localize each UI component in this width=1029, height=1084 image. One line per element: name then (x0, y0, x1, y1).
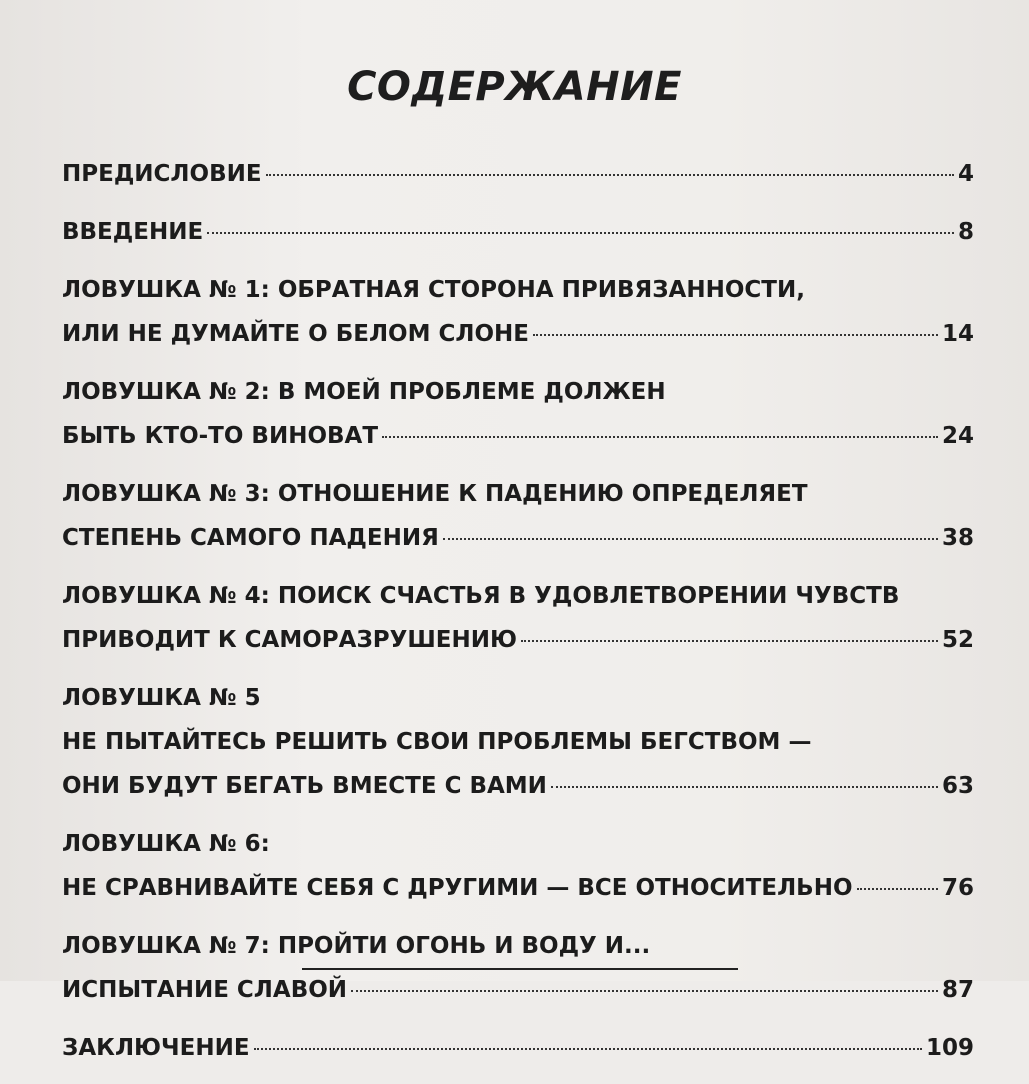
footnote-divider (302, 968, 738, 970)
dot-leader (443, 538, 938, 540)
toc-page-number: 63 (941, 773, 974, 799)
dot-leader (857, 888, 938, 890)
toc-entry-line: ОНИ БУДУТ БЕГАТЬ ВМЕСТЕ С ВАМИ (62, 773, 547, 799)
dot-leader (382, 436, 938, 438)
toc-page-number: 8 (957, 219, 974, 245)
toc-entry-line: ЛОВУШКА № 5 (62, 685, 261, 711)
dot-leader (207, 232, 954, 234)
toc-page-number: 38 (941, 525, 974, 551)
toc-entry-row (62, 1026, 974, 1070)
toc-entry (62, 268, 974, 356)
toc-page-number: 24 (941, 423, 974, 449)
toc-entry-line: ИСПЫТАНИЕ СЛАВОЙ (62, 977, 348, 1003)
toc-entry-row (62, 968, 974, 1012)
toc-entry (62, 210, 974, 254)
toc-entry-row (62, 414, 974, 458)
toc-entry-line: ИЛИ НЕ ДУМАЙТЕ О БЕЛОМ СЛОНЕ (62, 321, 529, 347)
toc-page-number: 4 (957, 161, 974, 187)
dot-leader (351, 990, 938, 992)
toc-entry (62, 1026, 974, 1070)
toc-entry-line: ЛОВУШКА № 4: ПОИСК СЧАСТЬЯ В УДОВЛЕТВОРЕНИИ ЧУВСТВ (62, 583, 900, 609)
toc-page-number: 76 (941, 875, 974, 901)
dot-leader (254, 1048, 922, 1050)
toc-entry (62, 472, 974, 560)
toc-entry (62, 370, 974, 458)
toc-entry-row (62, 618, 974, 662)
toc-page-number: 109 (925, 1035, 974, 1061)
toc-page-number: 14 (941, 321, 974, 347)
toc-entry-line: ЛОВУШКА № 3: ОТНОШЕНИЕ К ПАДЕНИЮ ОПРЕДЕЛЯЕТ (62, 481, 808, 507)
toc-entry-row (62, 210, 974, 254)
toc-entry-line: НЕ СРАВНИВАЙТЕ СЕБЯ С ДРУГИМИ — ВСЕ ОТНОСИТЕЛЬНО (62, 875, 853, 901)
dot-leader (521, 640, 938, 642)
toc-entry-line: НЕ ПЫТАЙТЕСЬ РЕШИТЬ СВОИ ПРОБЛЕМЫ БЕГСТВОМ — (62, 729, 812, 755)
toc-entry-line: СТЕПЕНЬ САМОГО ПАДЕНИЯ (62, 525, 439, 551)
toc-entry-line: ЛОВУШКА № 2: В МОЕЙ ПРОБЛЕМЕ ДОЛЖЕН (62, 379, 666, 405)
toc-entry-row (62, 866, 974, 910)
toc-entry-line: ПРЕДИСЛОВИЕ (62, 161, 262, 187)
toc-entry-row (62, 764, 974, 808)
dot-leader (551, 786, 938, 788)
toc-entry-line: ПРИВОДИТ К САМОРАЗРУШЕНИЮ (62, 627, 518, 653)
toc-page-number: 52 (941, 627, 974, 653)
dot-leader (266, 174, 954, 176)
toc-entry-line: ЛОВУШКА № 7: ПРОЙТИ ОГОНЬ И ВОДУ И... (62, 933, 651, 959)
toc-entry-line: ЛОВУШКА № 6: (62, 831, 270, 857)
toc-entry-row (62, 516, 974, 560)
toc-entry-row (62, 312, 974, 356)
toc-entry-line: БЫТЬ КТО-ТО ВИНОВАТ (62, 423, 379, 449)
toc-entry-line: ВВЕДЕНИЕ (62, 219, 204, 245)
toc-entry (62, 574, 974, 662)
toc-entry (62, 152, 974, 196)
dot-leader (533, 334, 938, 336)
toc-page-number: 87 (941, 977, 974, 1003)
toc-entry-line: ЛОВУШКА № 1: ОБРАТНАЯ СТОРОНА ПРИВЯЗАННОСТИ, (62, 277, 805, 303)
toc-entry (62, 822, 974, 910)
table-of-contents (62, 152, 974, 1084)
toc-entry-line: ЗАКЛЮЧЕНИЕ (62, 1035, 250, 1061)
toc-entry (62, 676, 974, 808)
toc-entry-row (62, 152, 974, 196)
page-title: СОДЕРЖАНИЕ (347, 64, 682, 110)
